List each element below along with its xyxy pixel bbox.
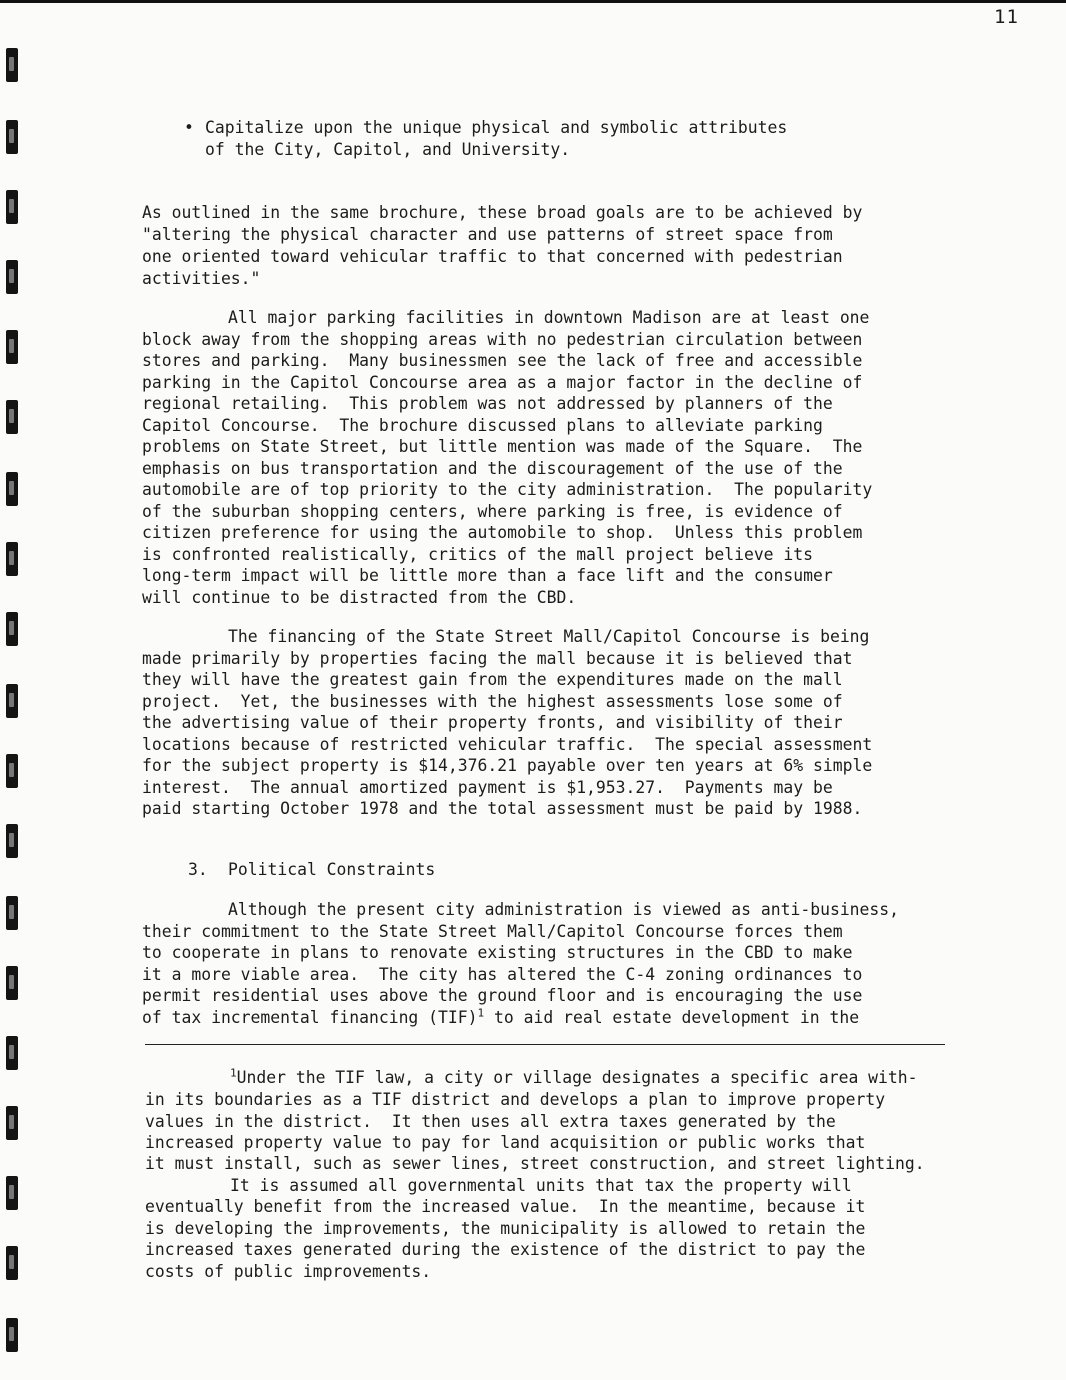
paragraph-2-line: problems on State Street, but little mention was made of the Square. The [142,437,863,456]
paragraph-4-line [142,1008,859,1028]
paragraph-2-line: All major parking facilities in downtown Madison are at least one [228,308,870,327]
paragraph-4-line: Although the present city administration is viewed as anti-business, [228,900,900,919]
paragraph-1-line: activities." [142,269,261,288]
footnote-divider [145,1044,945,1045]
bullet-line: of the City, Capitol, and University. [205,140,571,159]
paragraph-3-line: interest. The annual amortized payment is $1,953.27. Payments may be [142,778,833,797]
paragraph-3-line: locations because of restricted vehicular traffic. The special assessment [142,735,873,754]
paragraph-1-line: one oriented toward vehicular traffic to that concerned with pedestrian [142,247,843,266]
paragraph-2-line: will continue to be distracted from the CBD. [142,588,577,607]
page-top-edge [0,0,1066,3]
footnote-line: values in the district. It then uses all extra taxes generated by the [145,1112,836,1131]
binding-hole [6,330,18,364]
binding-hole [6,896,18,930]
paragraph-2-line: parking in the Capitol Concourse area as a major factor in the decline of [142,373,863,392]
section-number: 3. [188,860,208,879]
paragraph-3-line: project. Yet, the businesses with the highest assessments lose some of [142,692,843,711]
binding-hole [6,1246,18,1280]
binding-hole [6,400,18,434]
paragraph-4-line: permit residential uses above the ground floor and is encouraging the use [142,986,863,1005]
paragraph-4-line: it a more viable area. The city has altered the C-4 zoning ordinances to [142,965,863,984]
footnote-line: in its boundaries as a TIF district and develops a plan to improve property [145,1090,886,1109]
footnote-reference: 1 [477,1006,485,1020]
footnote-line: eventually benefit from the increased value. In the meantime, because it [145,1197,866,1216]
paragraph-3-line: for the subject property is $14,376.21 payable over ten years at 6% simple [142,756,873,775]
binding-holes [0,0,30,1380]
section-title: Political Constraints [228,860,436,879]
binding-hole [6,1176,18,1210]
binding-hole [6,1106,18,1140]
paragraph-2-line: stores and parking. Many businessmen see the lack of free and accessible [142,351,863,370]
footnote-line: It is assumed all governmental units that tax the property will [230,1176,852,1195]
binding-hole [6,824,18,858]
bullet-marker: • [184,118,194,137]
binding-hole [6,472,18,506]
paragraph-2-line: block away from the shopping areas with no pedestrian circulation between [142,330,863,349]
paragraph-3-line: made primarily by properties facing the mall because it is believed that [142,649,853,668]
binding-hole [6,684,18,718]
footnote-line: is developing the improvements, the municipality is allowed to retain the [145,1219,866,1238]
binding-hole [6,966,18,1000]
binding-hole [6,1318,18,1352]
paragraph-3-line: paid starting October 1978 and the total assessment must be paid by 1988. [142,799,863,818]
paragraph-4-line: to cooperate in plans to renovate existing structures in the CBD to make [142,943,853,962]
binding-hole [6,190,18,224]
footnote-text: Under the TIF law, a city or village designates a specific area with- [236,1068,918,1087]
page-number: 11 [994,6,1019,28]
paragraph-4-line: their commitment to the State Street Mall/Capitol Concourse forces them [142,922,843,941]
paragraph-3-line: the advertising value of their property fronts, and visibility of their [142,713,843,732]
paragraph-2-line: of the suburban shopping centers, where parking is free, is evidence of [142,502,843,521]
footnote-line: it must install, such as sewer lines, street construction, and street lighting. [145,1154,925,1173]
binding-hole [6,754,18,788]
bullet-line: Capitalize upon the unique physical and symbolic attributes [205,118,788,137]
paragraph-1-line: As outlined in the same brochure, these broad goals are to be achieved by [142,203,863,222]
paragraph-2-line: regional retailing. This problem was not addressed by planners of the [142,394,833,413]
paragraph-2-line: is confronted realistically, critics of the mall project believe its [142,545,814,564]
paragraph-2-line: citizen preference for using the automobile to shop. Unless this problem [142,523,863,542]
paragraph-2-line: automobile are of top priority to the city administration. The popularity [142,480,873,499]
paragraph-4-text: to aid real estate development in the [484,1008,860,1027]
binding-hole [6,542,18,576]
footnote-line: increased property value to pay for land acquisition or public works that [145,1133,866,1152]
footnote-line: costs of public improvements. [145,1262,432,1281]
binding-hole [6,612,18,646]
paragraph-2-line: emphasis on bus transportation and the discouragement of the use of the [142,459,843,478]
footnote-first-line [230,1068,918,1088]
binding-hole [6,48,18,82]
binding-hole [6,1036,18,1070]
paragraph-3-line: The financing of the State Street Mall/Capitol Concourse is being [228,627,870,646]
footnote-line: increased taxes generated during the existence of the district to pay the [145,1240,866,1259]
paragraph-4-text: of tax incremental financing (TIF) [142,1008,478,1027]
paragraph-3-line: they will have the greatest gain from the expenditures made on the mall [142,670,843,689]
binding-hole [6,120,18,154]
binding-hole [6,260,18,294]
paragraph-2-line: long-term impact will be little more than a face lift and the consumer [142,566,833,585]
footnote-marker: 1 [230,1066,237,1080]
paragraph-2-line: Capitol Concourse. The brochure discussed plans to alleviate parking [142,416,823,435]
paragraph-1-line: "altering the physical character and use patterns of street space from [142,225,833,244]
